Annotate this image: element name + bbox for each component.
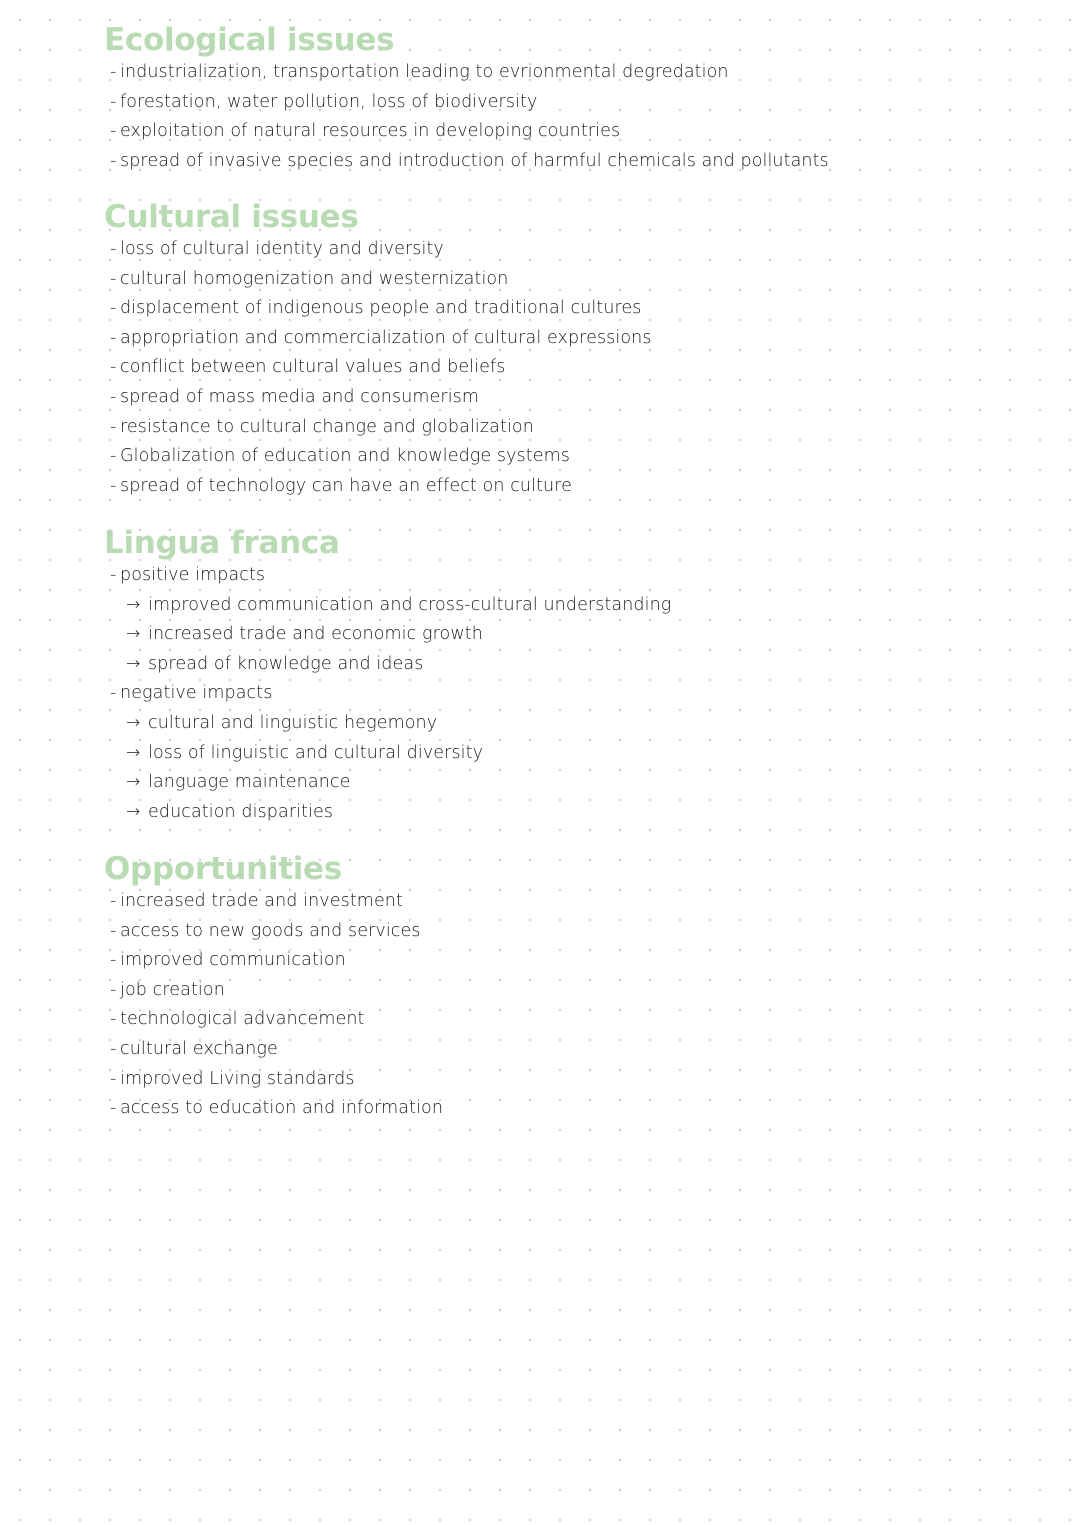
heading-ecological-issues: Ecological issues (104, 22, 395, 58)
dash-bullet: - (110, 268, 117, 289)
negative-impacts-item (104, 679, 984, 709)
dash-bullet: - (110, 950, 117, 971)
list-item (104, 117, 984, 147)
list-item-text: improved communication and cross-cultural understanding (148, 594, 672, 615)
list-item-text: resistance to cultural change and globalization (120, 416, 534, 437)
list-item-text: education disparities (148, 801, 334, 822)
dash-bullet: - (110, 891, 117, 911)
list-item (104, 265, 984, 295)
list-item (104, 472, 984, 502)
list-item (104, 88, 984, 118)
list-item (104, 798, 984, 828)
dash-bullet: - (110, 1009, 117, 1030)
list-item-text: appropriation and commercialization of cultural expressions (120, 327, 652, 348)
list-item (104, 976, 984, 1006)
list-item (104, 946, 984, 976)
list-item (104, 324, 984, 354)
list-item (104, 1035, 984, 1065)
list-item (104, 1005, 984, 1035)
list-item-text: forestation, water pollution, loss of biodiversity (120, 91, 538, 112)
positive-impacts-label: positive impacts (120, 565, 266, 585)
lingua-franca-list (104, 561, 984, 827)
list-item (104, 1065, 984, 1095)
dash-bullet: - (110, 357, 117, 378)
list-item-text: spread of mass media and consumerism (120, 386, 480, 407)
section-lingua-franca (104, 525, 984, 827)
dash-bullet: - (110, 979, 117, 1000)
section-opportunities (104, 851, 984, 1124)
list-item (104, 768, 984, 798)
dash-bullet: - (110, 1098, 117, 1119)
list-item-text: cultural homogenization and westernization (120, 268, 509, 289)
dash-bullet: - (110, 121, 117, 142)
list-item-text: displacement of indigenous people and traditional cultures (120, 298, 642, 319)
list-item (104, 650, 984, 680)
arrow-right-icon: → (126, 742, 141, 763)
list-item-text: spread of invasive species and introduction of harmful chemicals and pollutants (120, 150, 829, 171)
list-item-text: Globalization of education and knowledge systems (120, 446, 570, 467)
list-item-text: job creation (120, 979, 225, 1000)
dash-bullet: - (110, 1068, 117, 1089)
list-item-text: language maintenance (148, 772, 351, 793)
negative-impacts-label: negative impacts (120, 683, 273, 704)
list-item-text: spread of knowledge and ideas (148, 653, 424, 674)
dash-bullet: - (110, 91, 117, 112)
list-item (104, 709, 984, 739)
list-item (104, 620, 984, 650)
opportunities-list (104, 887, 984, 1124)
dash-bullet: - (110, 327, 117, 348)
arrow-right-icon: → (126, 712, 141, 733)
heading-lingua-franca: Lingua franca (104, 525, 340, 561)
arrow-right-icon: → (126, 772, 141, 793)
list-item-text: conflict between cultural values and beliefs (120, 357, 506, 378)
list-item-text: spread of technology can have an effect on culture (120, 475, 573, 496)
list-item-text: increased trade and investment (120, 891, 403, 911)
dash-bullet: - (110, 446, 117, 467)
list-item-text: industrialization, transportation leading to evrionmental degredation (120, 62, 729, 82)
list-item-text: increased trade and economic growth (148, 624, 483, 645)
positive-impacts-item (104, 561, 984, 591)
dash-bullet: - (110, 1038, 117, 1059)
list-item-text: access to education and information (120, 1098, 444, 1119)
list-item (104, 147, 984, 177)
heading-opportunities: Opportunities (104, 851, 342, 887)
section-cultural-issues (104, 199, 984, 501)
list-item (104, 235, 984, 265)
dash-bullet: - (110, 920, 117, 941)
list-item-text: cultural and linguistic hegemony (148, 712, 438, 733)
dash-bullet: - (110, 239, 117, 259)
dash-bullet: - (110, 683, 117, 704)
list-item-text: loss of cultural identity and diversity (120, 239, 444, 259)
list-item-text: access to new goods and services (120, 920, 421, 941)
list-item (104, 887, 984, 917)
list-item-text: technological advancement (120, 1009, 365, 1030)
section-ecological-issues (104, 22, 984, 176)
dash-bullet: - (110, 416, 117, 437)
list-item (104, 591, 984, 621)
arrow-right-icon: → (126, 594, 141, 615)
list-item (104, 58, 984, 88)
list-item-text: improved Living standards (120, 1068, 355, 1089)
ecological-issues-list (104, 58, 984, 176)
list-item (104, 442, 984, 472)
list-item (104, 917, 984, 947)
list-item-text: exploitation of natural resources in developing countries (120, 121, 621, 142)
dash-bullet: - (110, 150, 117, 171)
list-item (104, 294, 984, 324)
cultural-issues-list (104, 235, 984, 501)
list-item (104, 353, 984, 383)
heading-cultural-issues: Cultural issues (104, 199, 359, 235)
list-item (104, 1094, 984, 1124)
dash-bullet: - (110, 386, 117, 407)
dash-bullet: - (110, 565, 117, 585)
arrow-right-icon: → (126, 653, 141, 674)
list-item-text: improved communication (120, 950, 346, 971)
list-item-text: loss of linguistic and cultural diversity (148, 742, 484, 763)
list-item (104, 413, 984, 443)
arrow-right-icon: → (126, 624, 141, 645)
dash-bullet: - (110, 298, 117, 319)
list-item (104, 383, 984, 413)
list-item-text: cultural exchange (120, 1038, 278, 1059)
dash-bullet: - (110, 62, 117, 82)
dash-bullet: - (110, 475, 117, 496)
list-item (104, 739, 984, 769)
arrow-right-icon: → (126, 801, 141, 822)
